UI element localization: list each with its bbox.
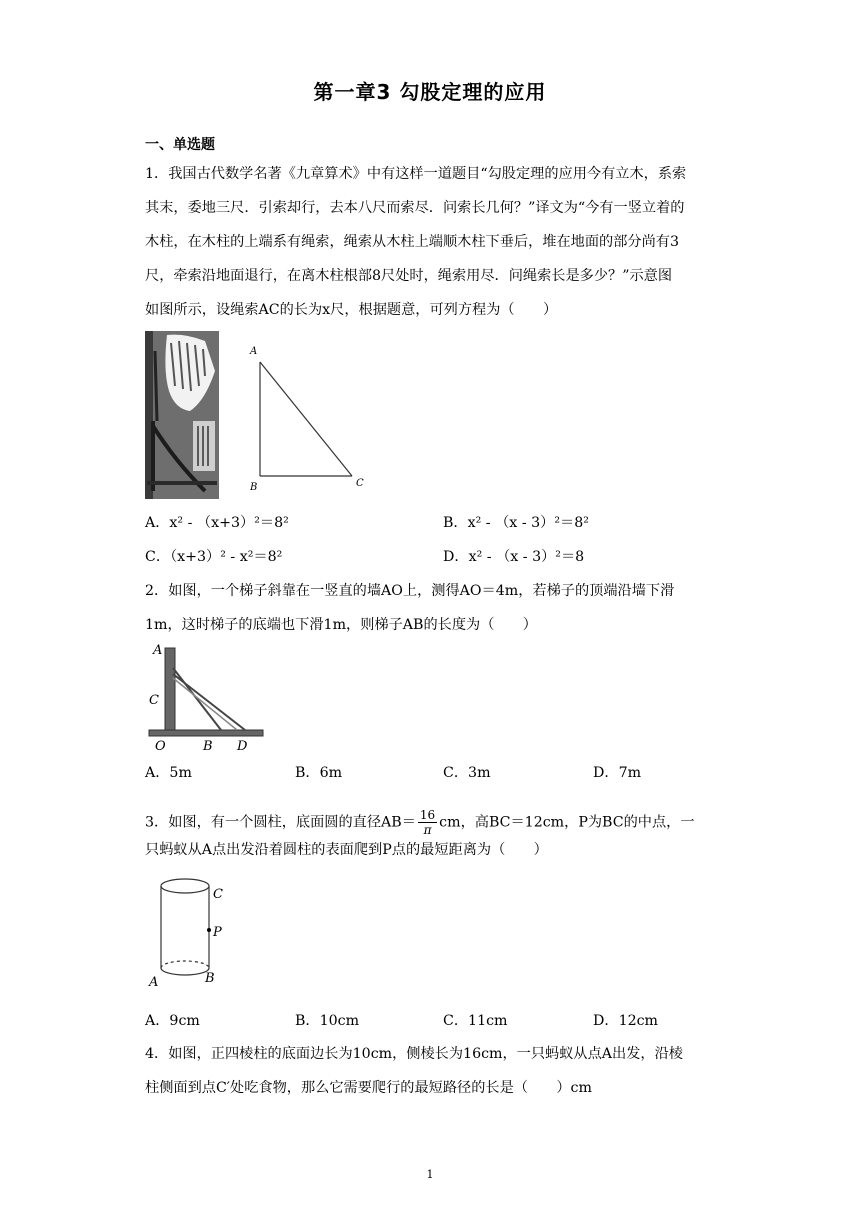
q3-cylinder-figure xyxy=(145,870,230,992)
page-title: 第一章3 勾股定理的应用 xyxy=(313,80,547,104)
label-b: B xyxy=(205,971,215,986)
q3-option-b[interactable]: B．10cm xyxy=(295,1013,360,1029)
q4-text-line: 4．如图，正四棱柱的底面边长为10cm，侧棱长为16cm，一只蚂蚁从点A出发，沿棱 xyxy=(145,1046,683,1062)
q1-text-line: 1．我国古代数学名著《九章算术》中有这样一道题目“勾股定理的应用今有立木，系索 xyxy=(145,166,687,182)
label-c: C xyxy=(213,887,223,902)
q2-option-a[interactable]: A．5m xyxy=(145,765,192,781)
q2-option-d[interactable]: D．7m xyxy=(593,765,642,781)
q1-option-a[interactable]: A．x² - （x+3）²＝8² xyxy=(145,515,289,531)
q1-text-line: 其末，委地三尺．引索却行，去本八尺而索尽．问索长几何？”译文为“今有一竖立着的 xyxy=(145,200,685,216)
q1-triangle-figure xyxy=(240,340,380,500)
q1-option-d[interactable]: D．x² - （x - 3）²＝8 xyxy=(443,549,585,565)
section-heading: 一、单选题 xyxy=(145,137,215,153)
q2-text-line: 2．如图，一个梯子斜靠在一竖直的墙AO上，测得AO＝4m，若梯子的顶端沿墙下滑 xyxy=(145,583,675,599)
label-c: C xyxy=(356,478,364,489)
q3-text-line-2: 只蚂蚁从A点出发沿着圆柱的表面爬到P点的最短距离为（ ） xyxy=(145,842,548,858)
label-b: B xyxy=(203,739,213,754)
ancient-book-photo xyxy=(145,331,219,499)
label-p: P xyxy=(213,925,222,940)
q3-option-c[interactable]: C．11cm xyxy=(443,1013,508,1029)
q1-text-line: 如图所示，设绳索AC的长为x尺，根据题意，可列方程为（ ） xyxy=(145,302,558,318)
q1-text-line: 尺，牵索沿地面退行，在离木柱根部8尺处时，绳索用尽．问绳索长是多少？”示意图 xyxy=(145,268,673,284)
q3-fraction xyxy=(418,808,437,837)
q3-option-d[interactable]: D．12cm xyxy=(593,1013,659,1029)
q3-text-pre: 3．如图，有一个圆柱，底面圆的直径AB＝ xyxy=(145,814,416,831)
q2-option-c[interactable]: C．3m xyxy=(443,765,491,781)
q2-text-line: 1m，这时梯子的底端也下滑1m，则梯子AB的长度为（ ） xyxy=(145,617,537,633)
q3-text-post: cm，高BC＝12cm，P为BC的中点，一 xyxy=(439,814,695,831)
label-b: B xyxy=(250,482,258,493)
q2-option-b[interactable]: B．6m xyxy=(295,765,343,781)
label-o: O xyxy=(155,739,166,754)
q3-fraction-numerator: 16 xyxy=(419,808,436,822)
label-d: D xyxy=(237,739,248,754)
q3-option-a[interactable]: A．9cm xyxy=(145,1013,200,1029)
q2-ladder-figure xyxy=(145,638,270,756)
label-a: A xyxy=(149,975,159,990)
q3-text-line-1 xyxy=(145,808,695,837)
q1-option-c[interactable]: C．（x+3）² - x²＝8² xyxy=(145,549,283,565)
label-c: C xyxy=(149,693,159,708)
page-number: 1 xyxy=(426,1168,434,1181)
label-a: A xyxy=(153,643,163,658)
q3-fraction-denominator: π xyxy=(423,823,432,837)
q1-option-b[interactable]: B．x² - （x - 3）²＝8² xyxy=(443,515,589,531)
label-a: A xyxy=(250,346,258,357)
q1-text-line: 木柱，在木柱的上端系有绳索，绳索从木柱上端顺木柱下垂后，堆在地面的部分尚有3 xyxy=(145,234,679,250)
q4-text-line: 柱侧面到点C′处吃食物，那么它需要爬行的最短路径的长是（ ）cm xyxy=(145,1080,592,1096)
